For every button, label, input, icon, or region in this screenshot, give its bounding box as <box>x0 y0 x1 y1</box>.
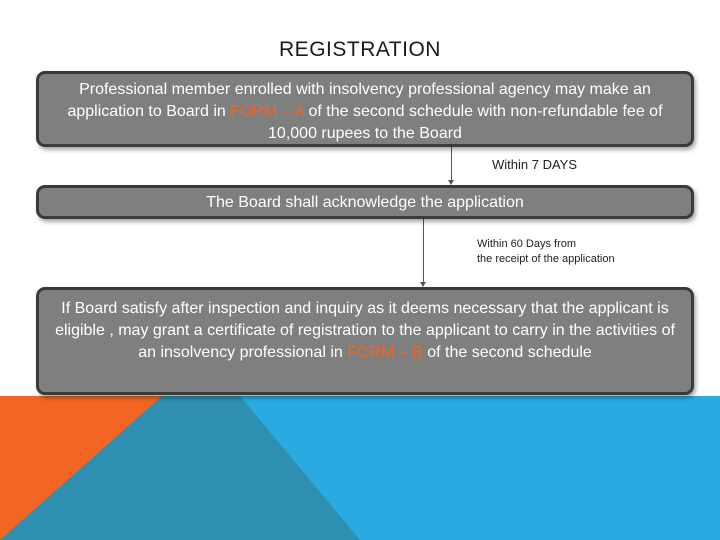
step-2-text: The Board shall acknowledge the application <box>206 194 524 211</box>
step-3-form-b-highlight: FORM – B <box>347 344 423 361</box>
timeline-note-7-days: Within 7 DAYS <box>492 157 578 172</box>
note-60-days-line-2: the receipt of the application <box>477 253 615 265</box>
timeline-note-60-days <box>477 237 615 267</box>
step-1-text-b: of the second schedule with non-refundable fee of 10,000 rupees to the Board <box>268 103 663 142</box>
step-3-text-b: of the second schedule <box>422 344 592 361</box>
step-3-text-a: If Board satisfy after inspection and inquiry as it deems necessary that the applicant is eligible , may grant a certificate of registration to the applicant to carry in the activities of an insolvency professional in <box>55 300 675 361</box>
page-title: REGISTRATION <box>279 38 441 61</box>
step-2-box <box>36 185 694 219</box>
step-1-text-a: Professional member enrolled with insolvency professional agency may make an application to Board in <box>67 81 651 120</box>
step-1-form-a-highlight: FORM – A <box>230 103 305 120</box>
connector-2 <box>423 219 424 282</box>
note-60-days-line-1: Within 60 Days from <box>477 238 577 250</box>
step-1-box <box>36 71 694 147</box>
connector-1 <box>451 147 452 180</box>
step-3-box <box>36 287 694 395</box>
